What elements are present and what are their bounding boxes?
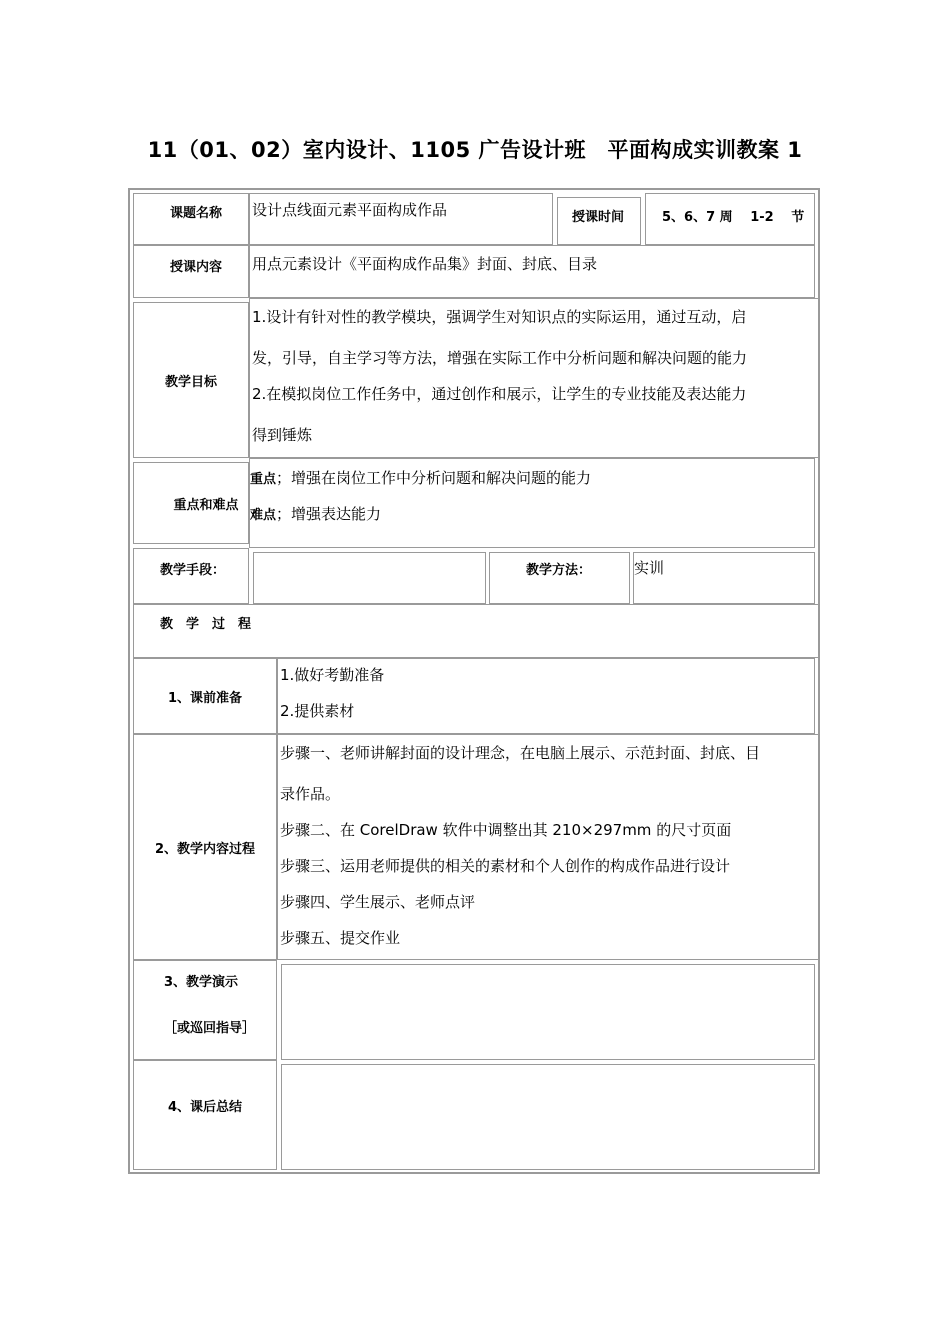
pre-class-line-2: 2.提供素材	[280, 702, 355, 720]
lesson-content-label-cell	[133, 245, 249, 298]
teaching-goals-label: 教学目标	[164, 374, 217, 390]
summary-label-cell	[133, 1060, 277, 1170]
course-title-label: 课题名称	[170, 206, 223, 221]
pre-class-line-1: 1.做好考勤准备	[280, 666, 385, 684]
difficulty-tag: 难点	[250, 508, 277, 523]
teaching-method-value-cell	[633, 552, 815, 604]
teaching-goals-line-2: 发，引导，自主学习等方法，增强在实际工作中分析问题和解决问题的能力	[252, 349, 748, 367]
course-title-value: 设计点线面元素平面构成作品	[252, 201, 448, 219]
teaching-goals-line-4: 得到锤炼	[252, 426, 313, 444]
lesson-time-label-cell	[557, 197, 641, 245]
key-points-value-cell	[249, 458, 815, 548]
pre-class-label: 1、课前准备	[167, 690, 243, 706]
course-title-label-cell	[133, 193, 249, 245]
summary-value-cell	[281, 1064, 815, 1170]
key-point-tag: 重点	[250, 472, 277, 487]
difficulty-text: ；增强表达能力	[276, 505, 382, 523]
lesson-content-label: 授课内容	[170, 260, 223, 275]
lesson-time-value-cell	[645, 193, 815, 245]
content-process-line-5: 步骤四、学生展示、老师点评	[280, 893, 476, 911]
process-header: 教 学 过 程	[160, 617, 252, 632]
key-point-line	[250, 467, 591, 488]
content-process-line-3: 步骤二、在 CorelDraw 软件中调整出其 210×297mm 的尺寸页面	[280, 821, 732, 839]
content-process-line-2: 录作品。	[280, 785, 341, 803]
key-point-text: ；增强在岗位工作中分析问题和解决问题的能力	[276, 469, 592, 487]
content-process-label: 2、教学内容过程	[154, 841, 256, 857]
lesson-content-value: 用点元素设计《平面构成作品集》封面、封底、目录	[252, 255, 598, 273]
teaching-means-label-cell	[133, 548, 249, 604]
lesson-time-value: 5、6、7 周 1-2 节	[662, 210, 805, 225]
content-process-line-1: 步骤一、老师讲解封面的设计理念，在电脑上展示、示范封面、封底、目	[280, 744, 761, 762]
key-points-label-cell	[133, 462, 249, 544]
key-points-label: 重点和难点	[173, 497, 239, 513]
process-header-cell	[133, 604, 819, 658]
summary-label: 4、课后总结	[167, 1099, 243, 1115]
teaching-goals-label-cell	[133, 302, 249, 458]
teaching-method-label: 教学方法：	[526, 563, 592, 578]
lesson-content-value-cell	[249, 245, 815, 298]
course-title-value-cell	[249, 193, 553, 245]
teaching-goals-value-cell	[249, 298, 819, 458]
pre-class-value-cell	[277, 658, 815, 734]
demo-value-cell	[281, 964, 815, 1060]
teaching-method-label-cell	[489, 552, 630, 604]
difficulty-line	[250, 503, 381, 524]
page-title: 11（01、02）室内设计、1105 广告设计班 平面构成实训教案 1	[147, 138, 803, 162]
lesson-time-label: 授课时间	[572, 210, 625, 225]
content-process-line-4: 步骤三、运用老师提供的相关的素材和个人创作的构成作品进行设计	[280, 857, 731, 875]
demo-label-cell	[133, 960, 277, 1060]
content-process-line-6: 步骤五、提交作业	[280, 929, 401, 947]
content-process-label-cell	[133, 734, 277, 960]
teaching-means-label: 教学手段：	[160, 563, 226, 578]
teaching-means-value-cell	[253, 552, 486, 604]
teaching-goals-line-1: 1.设计有针对性的教学模块，强调学生对知识点的实际运用，通过互动，启	[252, 308, 747, 326]
teaching-method-value: 实训	[634, 559, 665, 577]
content-process-value-cell	[277, 734, 819, 960]
teaching-goals-line-3: 2.在模拟岗位工作任务中，通过创作和展示，让学生的专业技能及表达能力	[252, 385, 747, 403]
demo-label-line-1: 3、教学演示	[164, 975, 239, 990]
pre-class-label-cell	[133, 658, 277, 734]
demo-label-line-2: ［或巡回指导］	[164, 1021, 256, 1036]
